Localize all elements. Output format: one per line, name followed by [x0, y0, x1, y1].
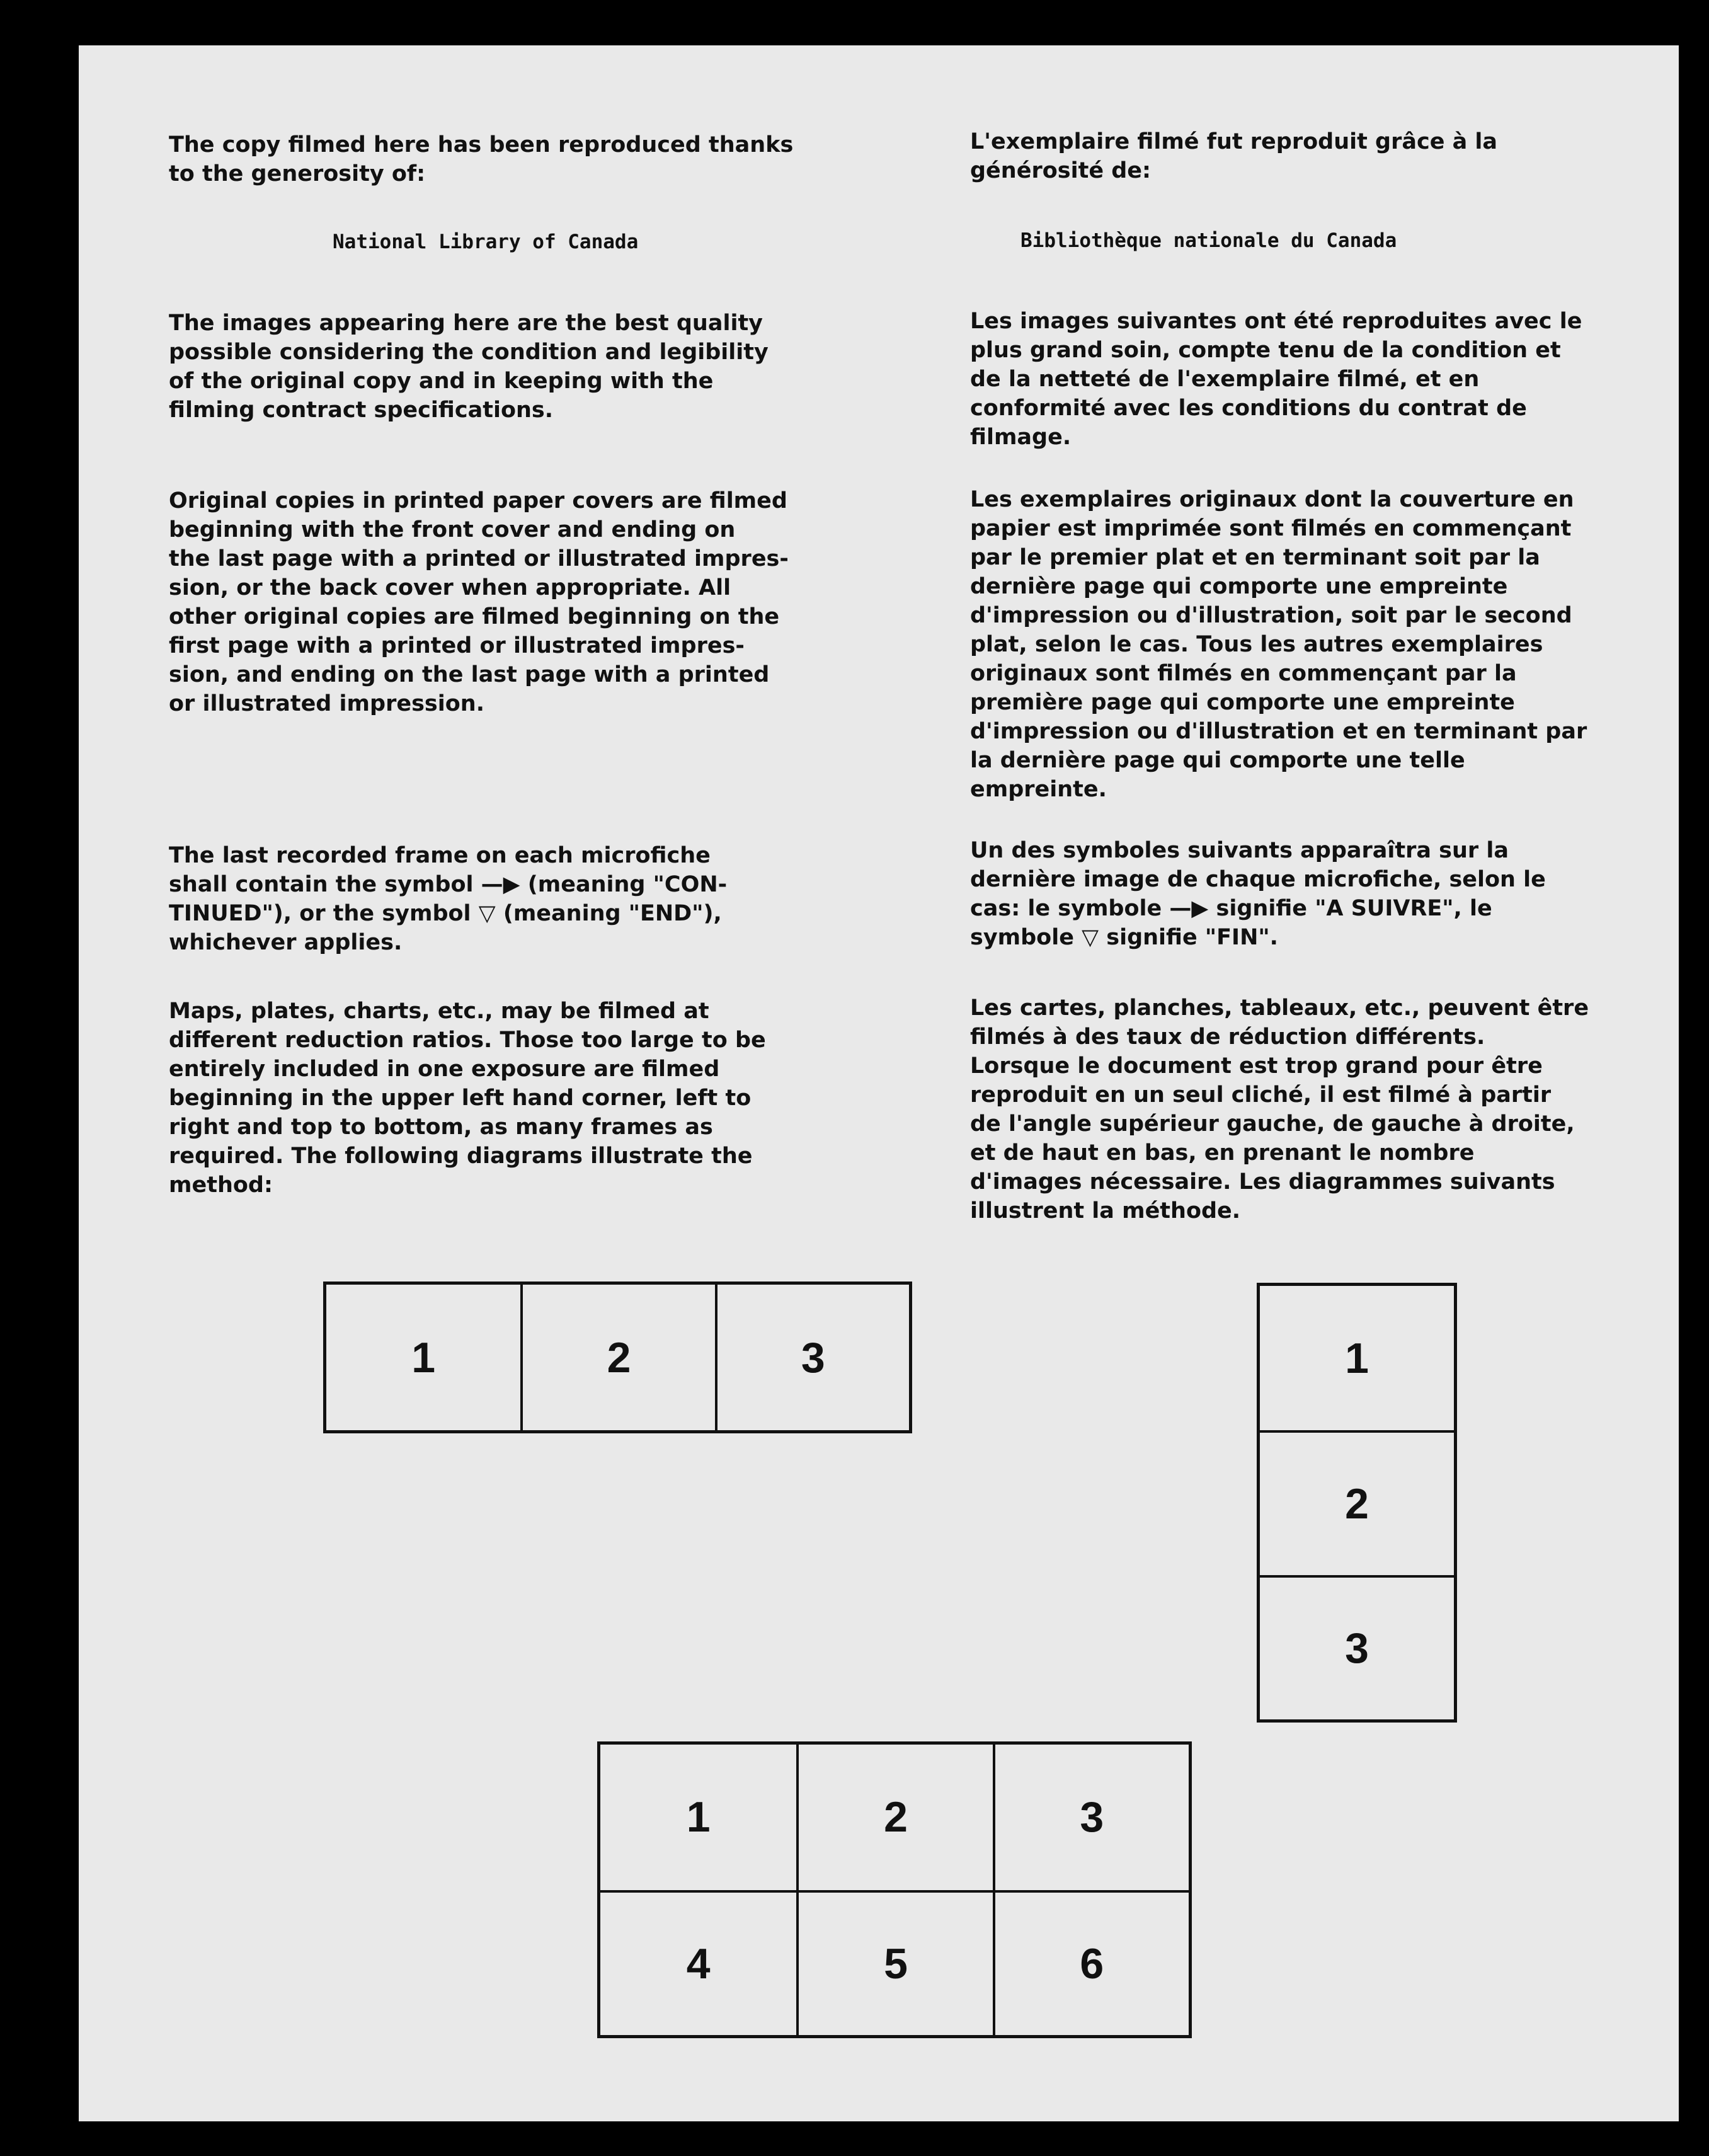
- frame-cell: 1: [1345, 1334, 1369, 1382]
- french-maps-note: Les cartes, planches, tableaux, etc., peuvent être filmés à des taux de réduction différents. Lorsque le document est trop grand pour être reproduit en un seul cliché, il est filmé à partir de l'angle supérieur gauche, de gauche à droite, et de haut en bas, en prenant le nombre d'images nécessaire. Les diagrammes suivants illustrent la méthode.: [970, 995, 1589, 1224]
- french-quality-note: Les images suivantes ont été reproduites avec le plus grand soin, compte tenu de la condition et de la netteté de l'exemplaire filmé, et en conformité avec les conditions du contrat de filmage.: [970, 309, 1582, 450]
- frame-cell: 3: [715, 1285, 909, 1430]
- grid-frame-diagram: [597, 1741, 1192, 2038]
- english-intro: The copy filmed here has been reproduced thanks to the generosity of:: [169, 132, 794, 186]
- french-originals-note: Les exemplaires originaux dont la couverture en papier est imprimée sont filmés en commençant par le premier plat et en terminant soit par la dernière page qui comporte une empreinte d'impression ou d'illustration, soit par le second plat, selon le cas. Tous les autres exemplaires originaux sont filmés en commençant par la première page qui comporte une empreinte d'impression ou d'illustration et en terminant par la dernière page qui comporte une telle empreinte.: [970, 487, 1587, 802]
- microfiche-target-page: [79, 45, 1679, 2121]
- french-symbols-note: Un des symboles suivants apparaîtra sur la dernière image de chaque microfiche, selon le cas: le symbole —▶ signifie "A SUIVRE", le symbole ▽ signifie "FIN".: [970, 838, 1546, 950]
- frame-cell: 1: [686, 1793, 711, 1842]
- english-library-name: National Library of Canada: [333, 231, 639, 253]
- french-intro: L'exemplaire filmé fut reproduit grâce à la générosité de:: [970, 129, 1498, 183]
- frame-cell: 5: [796, 1890, 992, 2036]
- frame-cell: 4: [600, 1890, 796, 2036]
- horizontal-frame-diagram: [323, 1282, 912, 1433]
- frame-cell: 2: [520, 1285, 714, 1430]
- english-symbols-note: The last recorded frame on each microfiche shall contain the symbol —▶ (meaning "CON- TINUED"), or the symbol ▽ (meaning "END"), whichever applies.: [169, 843, 728, 955]
- vertical-frame-diagram: [1257, 1283, 1457, 1723]
- frame-cell: 1: [411, 1333, 436, 1382]
- french-library-name: Bibliothèque nationale du Canada: [1020, 229, 1397, 252]
- frame-cell: 3: [993, 1745, 1189, 1890]
- frame-cell: 6: [993, 1890, 1189, 2036]
- english-quality-note: The images appearing here are the best quality possible considering the condition and legibility of the original copy and in keeping with the filming contract specifications.: [169, 311, 769, 423]
- frame-cell: 2: [796, 1745, 992, 1890]
- english-maps-note: Maps, plates, charts, etc., may be filmed at different reduction ratios. Those too large to be entirely included in one exposure are filmed beginning in the upper left hand corner, left to right and top to bottom, as many frames as required. The following diagrams illustrate the method:: [169, 999, 766, 1198]
- frame-cell: 2: [1260, 1430, 1454, 1574]
- english-originals-note: Original copies in printed paper covers are filmed beginning with the front cover and ending on the last page with a printed or illustrated impres- sion, or the back cover when appropriate. All other original copies are filmed beginning on the first page with a printed or illustrated impres- sion, and ending on the last page with a printed or illustrated impression.: [169, 488, 789, 716]
- frame-cell: 3: [1260, 1575, 1454, 1719]
